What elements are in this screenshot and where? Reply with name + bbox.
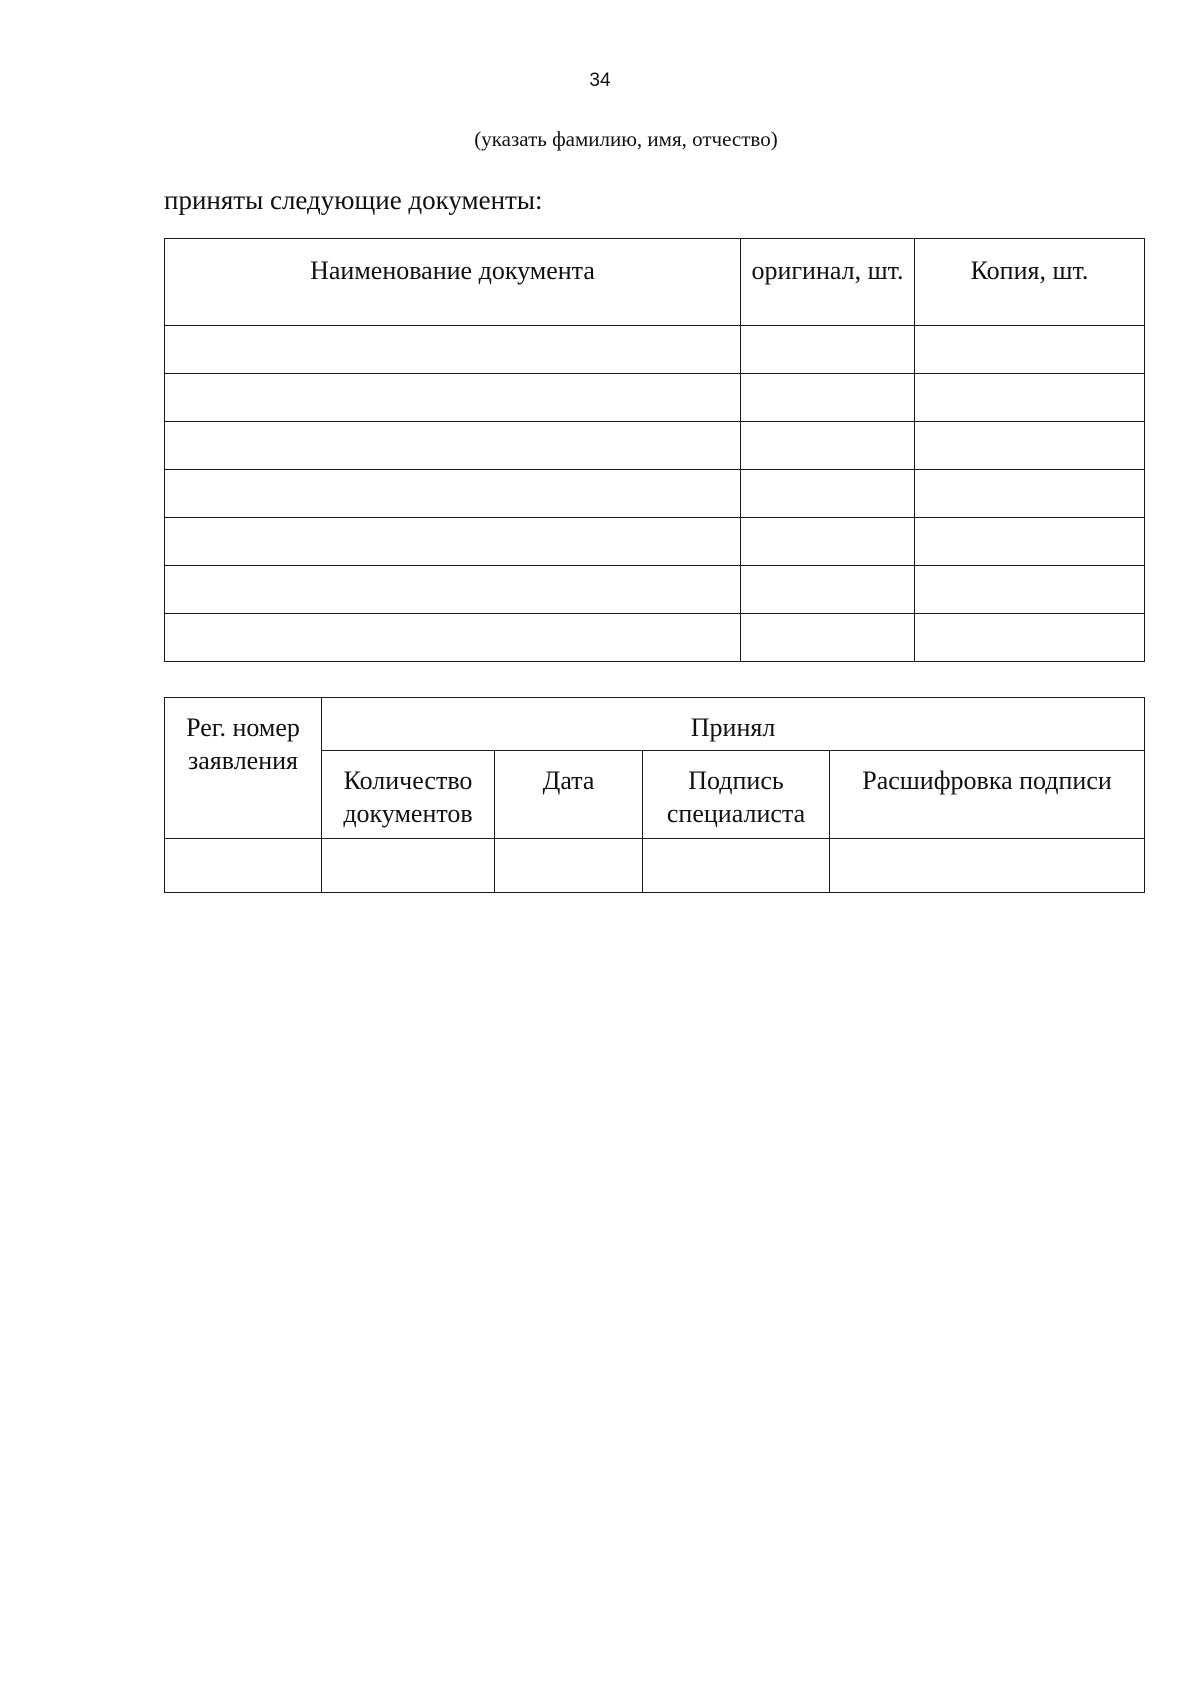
original-count-cell[interactable] (741, 422, 915, 470)
header-accepted (322, 698, 1145, 751)
table-row (165, 470, 1145, 518)
header-specialist-signature (643, 751, 830, 839)
copy-count-cell[interactable] (915, 566, 1145, 614)
header-specialist-signature-text: Подпись специалиста (666, 766, 806, 828)
table-row (165, 518, 1145, 566)
header-date (495, 751, 643, 839)
header-document-name (165, 239, 741, 326)
table-row (165, 839, 1145, 893)
document-name-cell[interactable] (165, 518, 741, 566)
document-name-cell[interactable] (165, 326, 741, 374)
header-signature-transcript-text: Расшифровка подписи (862, 766, 1112, 795)
table-row (165, 326, 1145, 374)
header-reg-number (165, 698, 322, 839)
document-name-cell[interactable] (165, 374, 741, 422)
signature-transcript-cell[interactable] (830, 839, 1145, 893)
header-copy-count (915, 239, 1145, 326)
documents-table (164, 238, 1145, 662)
receipt-table (164, 697, 1145, 893)
date-cell[interactable] (495, 839, 643, 893)
header-reg-number-text: Рег. номер заявления (186, 713, 300, 775)
header-accepted-text: Принял (690, 713, 776, 742)
header-original-count (741, 239, 915, 326)
table-row (165, 374, 1145, 422)
original-count-cell[interactable] (741, 614, 915, 662)
table-row (165, 422, 1145, 470)
original-count-cell[interactable] (741, 374, 915, 422)
header-original-count-text: оригинал, шт. (751, 256, 904, 285)
document-name-cell[interactable] (165, 470, 741, 518)
page-number: 34 (589, 70, 611, 91)
header-copy-count-text: Копия, шт. (970, 256, 1089, 285)
table-row (165, 614, 1145, 662)
copy-count-cell[interactable] (915, 326, 1145, 374)
document-name-cell[interactable] (165, 566, 741, 614)
header-document-name-text: Наименование документа (310, 256, 595, 285)
documents-table-header (165, 239, 1145, 326)
name-hint: (указать фамилию, имя, отчество) (474, 127, 778, 151)
header-date-text: Дата (542, 766, 595, 795)
original-count-cell[interactable] (741, 326, 915, 374)
specialist-signature-cell[interactable] (643, 839, 830, 893)
reg-number-cell[interactable] (165, 839, 322, 893)
header-doc-count (322, 751, 495, 839)
copy-count-cell[interactable] (915, 374, 1145, 422)
copy-count-cell[interactable] (915, 518, 1145, 566)
copy-count-cell[interactable] (915, 614, 1145, 662)
document-name-cell[interactable] (165, 422, 741, 470)
original-count-cell[interactable] (741, 518, 915, 566)
copy-count-cell[interactable] (915, 422, 1145, 470)
original-count-cell[interactable] (741, 566, 915, 614)
receipt-header-row (165, 698, 1145, 751)
doc-count-cell[interactable] (322, 839, 495, 893)
original-count-cell[interactable] (741, 470, 915, 518)
document-name-cell[interactable] (165, 614, 741, 662)
intro-text: приняты следующие документы: (164, 185, 543, 215)
header-signature-transcript (830, 751, 1145, 839)
table-row (165, 566, 1145, 614)
copy-count-cell[interactable] (915, 470, 1145, 518)
header-doc-count-text: Количество документов (343, 766, 473, 828)
